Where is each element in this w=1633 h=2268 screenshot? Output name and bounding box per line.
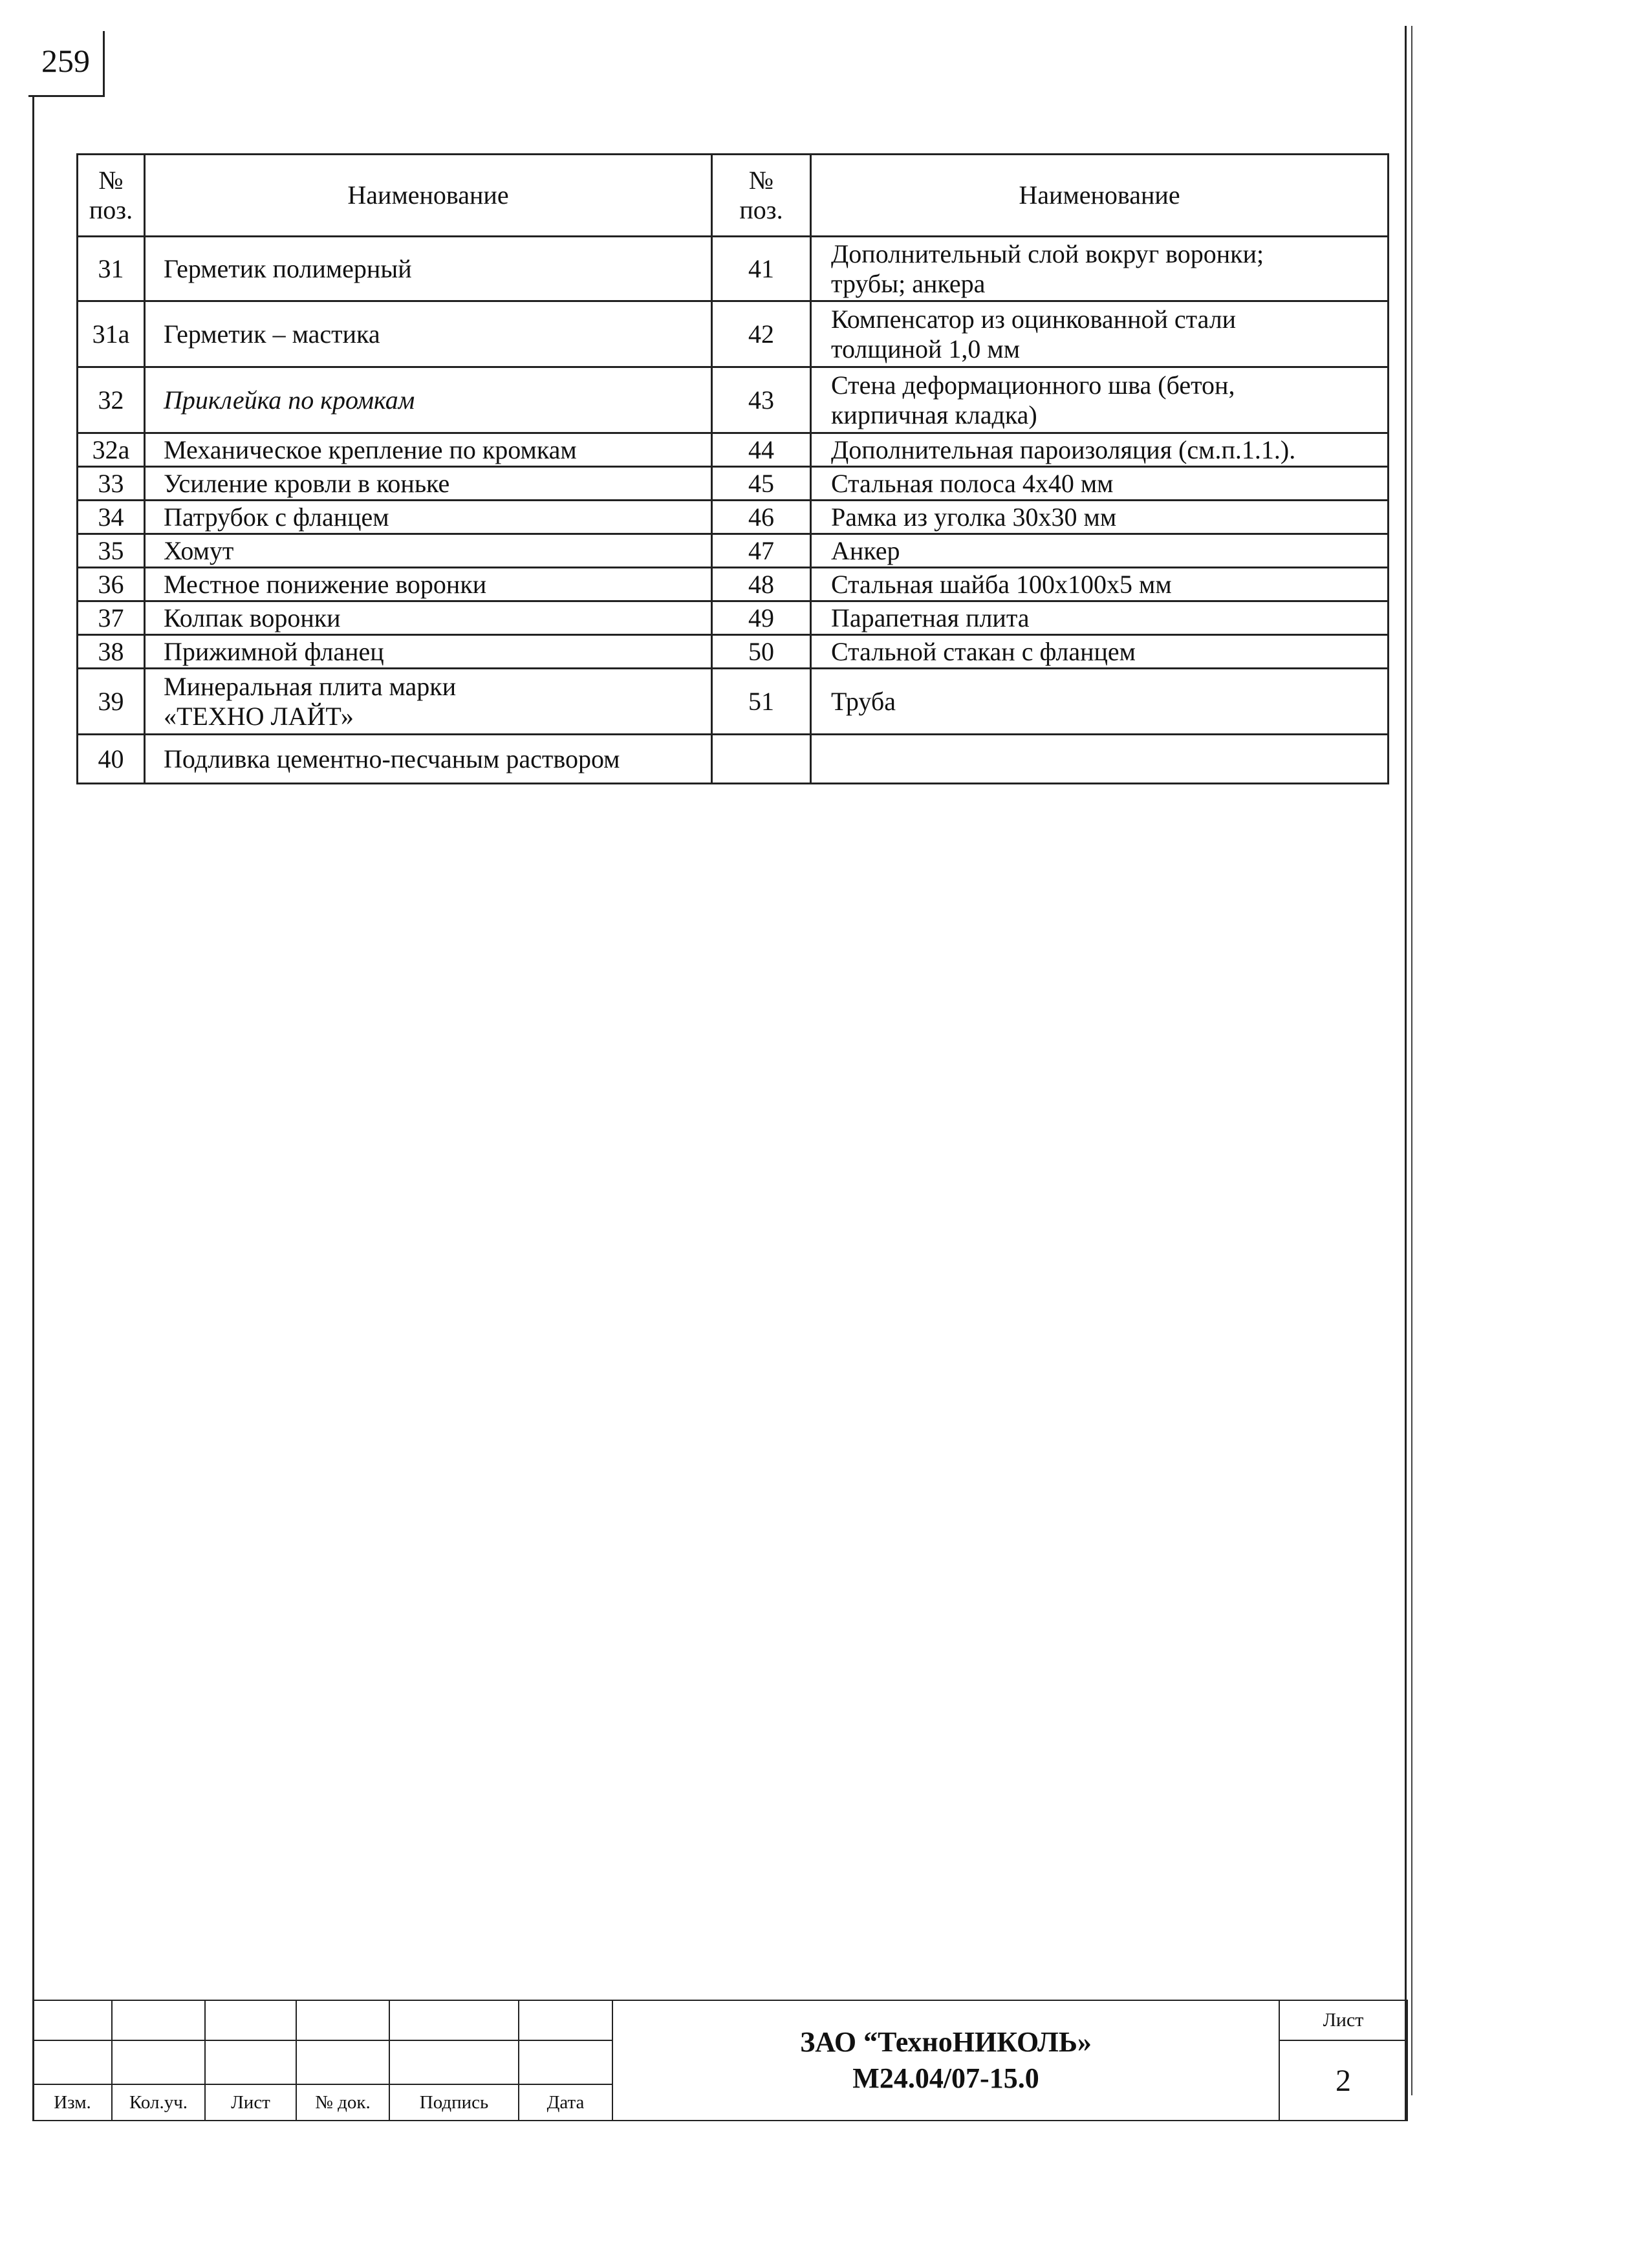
cell-text-line: Парапетная плита <box>831 603 1030 632</box>
tb-sheet-number: 2 <box>1279 2040 1407 2121</box>
cell-pos-right: 51 <box>712 669 811 735</box>
cell-text-line: Анкер <box>831 535 900 565</box>
cell-name-left <box>145 301 712 367</box>
cell-pos-left: 35 <box>78 534 145 568</box>
cell-text-line: Местное понижение воронки <box>164 569 487 599</box>
cell-pos-right: 49 <box>712 601 811 635</box>
cell-pos-left: 32a <box>78 433 145 467</box>
header-name-left: Наименование <box>145 155 712 237</box>
cell-pos-right <box>712 735 811 784</box>
cell-name-right <box>811 568 1389 601</box>
cell-text-line: Усиление кровли в коньке <box>164 468 450 498</box>
frame-border-left <box>32 97 34 2121</box>
tb-label-izm: Изм. <box>33 2084 112 2121</box>
cell-text-line: Минеральная плита марки <box>164 671 457 701</box>
cell-text-line: Дополнительный слой вокруг воронки; <box>831 239 1264 268</box>
cell-name-right <box>811 534 1389 568</box>
cell-text-line: трубы; анкера <box>831 268 986 298</box>
tb-cell <box>296 2040 389 2084</box>
cell-pos-left: 36 <box>78 568 145 601</box>
cell-name-right <box>811 669 1389 735</box>
cell-text-line: Стальной стакан с фланцем <box>831 636 1136 666</box>
cell-name-left <box>145 534 712 568</box>
cell-name-right <box>811 501 1389 534</box>
tb-sheet-label: Лист <box>1279 2000 1407 2040</box>
cell-text-line: Герметик – мастика <box>164 319 380 349</box>
cell-pos-right: 50 <box>712 635 811 669</box>
cell-text-line: Герметик полимерный <box>164 254 412 283</box>
cell-pos-right: 47 <box>712 534 811 568</box>
cell-text-line: «ТЕХНО ЛАЙТ» <box>164 701 354 731</box>
cell-text-line: Стена деформационного шва (бетон, <box>831 370 1235 400</box>
cell-name-right <box>811 433 1389 467</box>
cell-pos-left: 38 <box>78 635 145 669</box>
cell-text-line: Дополнительная пароизоляция (см.п.1.1.). <box>831 435 1296 464</box>
cell-pos-left: 31 <box>78 237 145 301</box>
tb-cell <box>296 2000 389 2040</box>
cell-name-right <box>811 601 1389 635</box>
tb-label-list: Лист <box>205 2084 296 2121</box>
table-row <box>78 534 1389 568</box>
tb-cell <box>389 2040 519 2084</box>
cell-pos-left: 37 <box>78 601 145 635</box>
cell-text-line: Колпак воронки <box>164 603 341 632</box>
tb-label-podpis: Подпись <box>389 2084 519 2121</box>
cell-pos-right: 42 <box>712 301 811 367</box>
cell-text-line: Компенсатор из оцинкованной стали <box>831 304 1237 334</box>
cell-pos-right: 44 <box>712 433 811 467</box>
cell-text-line: Патрубок с фланцем <box>164 502 389 532</box>
tb-cell <box>205 2040 296 2084</box>
header-pos-line2: поз. <box>89 195 133 224</box>
cell-text-line: Труба <box>831 686 896 716</box>
cell-name-right <box>811 301 1389 367</box>
cell-name-right <box>811 467 1389 501</box>
frame-border-right-inner <box>1411 26 1412 2095</box>
table-row <box>78 467 1389 501</box>
cell-pos-left: 32 <box>78 367 145 433</box>
table-row <box>78 501 1389 534</box>
cell-pos-left: 40 <box>78 735 145 784</box>
tb-label-data: Дата <box>519 2084 612 2121</box>
cell-text-line: толщиной 1,0 мм <box>831 334 1021 363</box>
table-row <box>78 568 1389 601</box>
cell-name-right <box>811 367 1389 433</box>
cell-name-right <box>811 735 1389 784</box>
cell-name-left <box>145 433 712 467</box>
cell-pos-right: 48 <box>712 568 811 601</box>
cell-text-line: Приклейка по кромкам <box>164 385 415 415</box>
table-row <box>78 237 1389 301</box>
tb-cell <box>519 2040 612 2084</box>
doc-code: М24.04/07-15.0 <box>852 2062 1039 2094</box>
header-pos-right <box>712 155 811 237</box>
tb-cell <box>389 2000 519 2040</box>
cell-text-line: Подливка цементно-песчаным раствором <box>164 744 620 773</box>
tb-organization <box>612 2000 1279 2121</box>
header-pos-line1: № <box>98 166 124 195</box>
tb-cell <box>33 2000 112 2040</box>
cell-name-left <box>145 568 712 601</box>
cell-pos-left: 34 <box>78 501 145 534</box>
table-row <box>78 735 1389 784</box>
table-row <box>78 301 1389 367</box>
page-number: 259 <box>28 31 105 97</box>
header-pos-line2: поз. <box>739 195 783 224</box>
cell-name-right <box>811 237 1389 301</box>
table-header-row <box>78 155 1389 237</box>
cell-text-line: Стальная полоса 4х40 мм <box>831 468 1114 498</box>
tb-cell <box>112 2000 205 2040</box>
cell-name-left <box>145 669 712 735</box>
tb-label-koluch: Кол.уч. <box>112 2084 205 2121</box>
table-row <box>78 601 1389 635</box>
table-row <box>78 669 1389 735</box>
cell-name-left <box>145 237 712 301</box>
cell-name-right <box>811 635 1389 669</box>
cell-pos-left: 33 <box>78 467 145 501</box>
header-pos-line1: № <box>748 166 774 195</box>
cell-name-left <box>145 735 712 784</box>
header-pos-left <box>78 155 145 237</box>
table-row <box>78 367 1389 433</box>
cell-name-left <box>145 601 712 635</box>
tb-label-ndok: № док. <box>296 2084 389 2121</box>
org-name: ЗАО “ТехноНИКОЛЬ» <box>800 2026 1092 2058</box>
cell-name-left <box>145 635 712 669</box>
cell-text-line: Механическое крепление по кромкам <box>164 435 577 464</box>
tb-cell <box>112 2040 205 2084</box>
cell-pos-right: 41 <box>712 237 811 301</box>
tb-cell <box>205 2000 296 2040</box>
cell-text-line: кирпичная кладка) <box>831 400 1037 429</box>
cell-text-line: Рамка из уголка 30х30 мм <box>831 502 1117 532</box>
cell-pos-right: 46 <box>712 501 811 534</box>
cell-pos-left: 31a <box>78 301 145 367</box>
table-row <box>78 635 1389 669</box>
header-name-right: Наименование <box>811 155 1389 237</box>
specification-table <box>76 153 1389 784</box>
cell-text-line: Прижимной фланец <box>164 636 384 666</box>
title-block <box>32 2000 1408 2121</box>
cell-text-line: Стальная шайба 100х100х5 мм <box>831 569 1172 599</box>
cell-name-left <box>145 501 712 534</box>
tb-cell <box>519 2000 612 2040</box>
cell-text-line: Хомут <box>164 535 234 565</box>
cell-name-left <box>145 467 712 501</box>
table-body <box>78 237 1389 784</box>
cell-pos-left: 39 <box>78 669 145 735</box>
cell-name-left <box>145 367 712 433</box>
table-row <box>78 433 1389 467</box>
cell-pos-right: 45 <box>712 467 811 501</box>
cell-pos-right: 43 <box>712 367 811 433</box>
tb-cell <box>33 2040 112 2084</box>
frame-border-right <box>1405 26 1407 2121</box>
